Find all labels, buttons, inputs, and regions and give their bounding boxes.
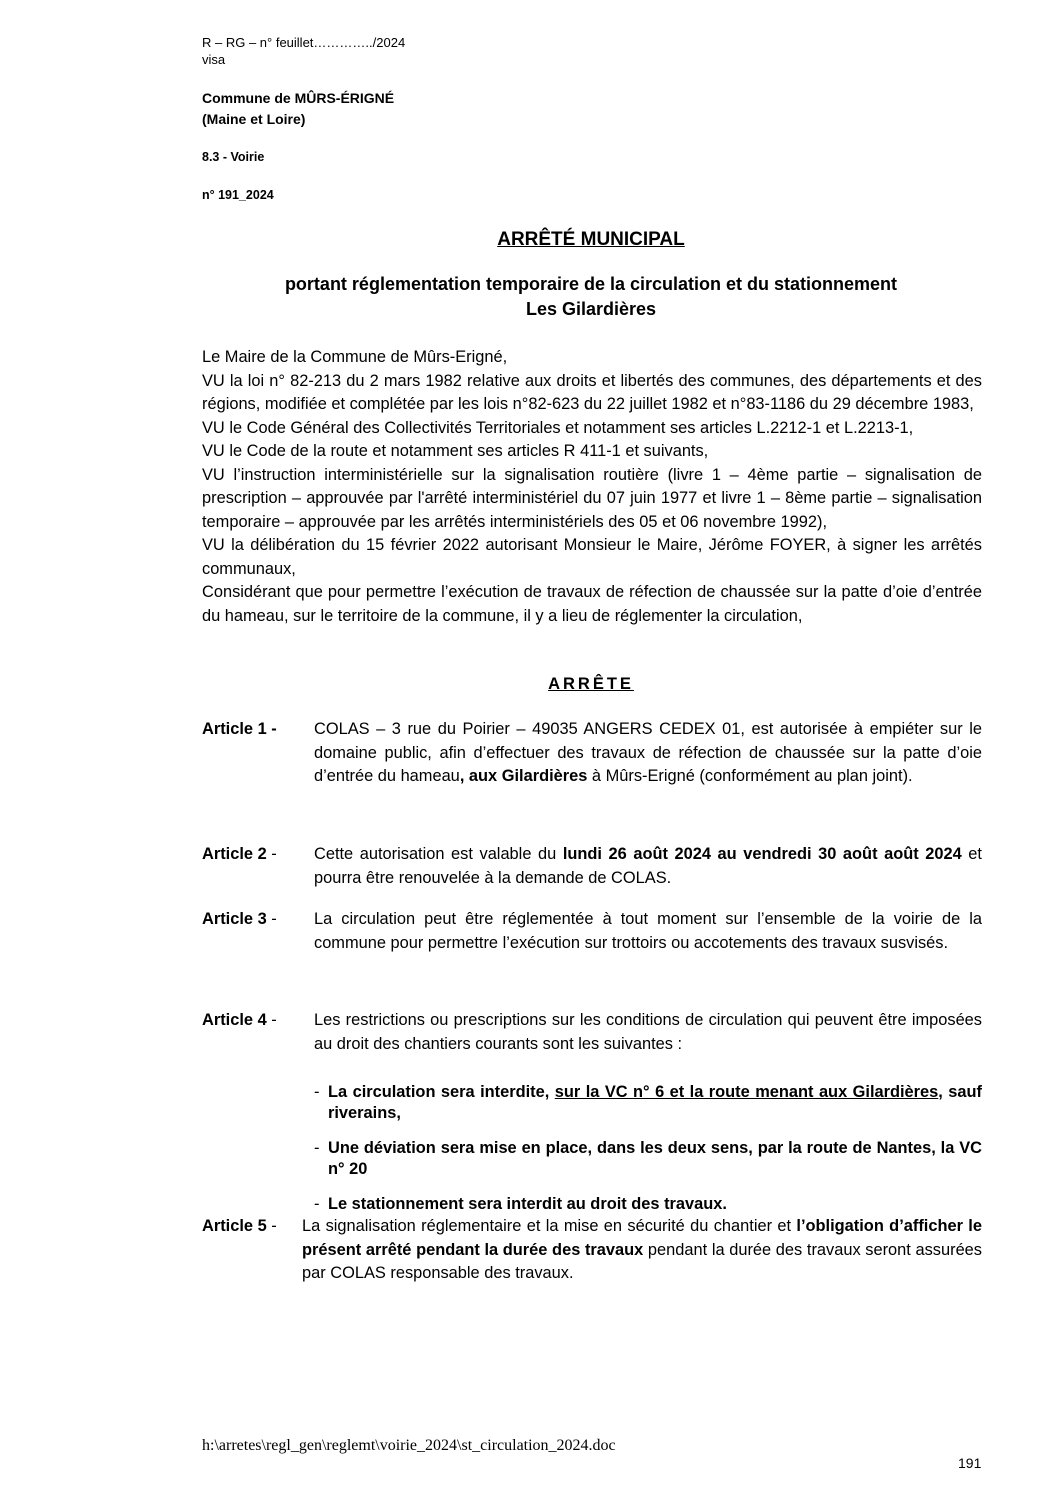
article-1-text-part2: à Mûrs-Erigné (conformément au plan joint). (587, 767, 913, 785)
footer-file-path: h:\arretes\regl_gen\reglemt\voirie_2024\st_circulation_2024.doc (202, 1437, 616, 1454)
commune-name: Commune de MÛRS-ÉRIGNÉ (202, 90, 395, 106)
preamble-paragraph: VU le Code de la route et notamment ses articles R 411-1 et suivants, (202, 442, 709, 460)
article-1-label (202, 718, 277, 742)
arrete-heading: ARRÊTE (548, 675, 634, 693)
register-line: R – RG – n° feuillet…………../2024 (202, 35, 406, 50)
article-5-text-part1: La signalisation réglementaire et la mise en sécurité du chantier et (302, 1217, 797, 1235)
list-dash: - (314, 1083, 320, 1101)
list-item (314, 1194, 982, 1215)
article-5-label-bold: Article 5 (202, 1217, 267, 1235)
article-5-text-part2: pendant la durée des travaux seront assurées par COLAS responsable des travaux. (302, 1240, 982, 1282)
article-3-label-dash: - (266, 910, 277, 928)
article-2-text-part1: Cette autorisation est valable du (314, 845, 563, 863)
list-dash: - (314, 1195, 320, 1213)
article-1-label-text: Article 1 - (202, 720, 277, 738)
article-2-text-bold: lundi 26 août 2024 au vendredi 30 août août 2024 (562, 845, 962, 863)
article-2-text (314, 843, 982, 890)
article-5-text-bold: l’obligation d’afficher le présent arrêté pendant la durée des travaux (302, 1217, 982, 1259)
list-item (314, 1082, 982, 1124)
article-2-label (202, 843, 277, 867)
article-4-list (314, 1082, 982, 1229)
article-1-text-bold: , aux Gilardières (459, 767, 588, 785)
bullet-2-text: Une déviation sera mise en place, dans les deux sens, par la route de Nantes, la VC n° 20 (328, 1139, 982, 1178)
article-4-label-bold: Article 4 (202, 1011, 267, 1029)
list-item (314, 1138, 982, 1180)
preamble-paragraph: VU le Code Général des Collectivités Territoriales et notamment ses articles L.2212-1 et L.2213-1, (202, 418, 914, 437)
article-5-label-dash: - (266, 1217, 277, 1235)
category-label: 8.3 - Voirie (202, 150, 265, 164)
department-name: (Maine et Loire) (202, 111, 306, 127)
article-3-label (202, 908, 277, 932)
subtitle-line-2: Les Gilardières (525, 299, 657, 319)
article-4-paragraph: Les restrictions ou prescriptions sur les conditions de circulation qui peuvent être imposées au droit des chantiers courants sont les suivantes : (314, 1011, 982, 1053)
article-4-text (314, 1009, 982, 1056)
article-3-text (314, 908, 982, 955)
article-1-text-part1: COLAS – 3 rue du Poirier – 49035 ANGERS CEDEX 01, est autorisée à empiéter sur le domaine public, afin d’effectuer des travaux de réfection de chaussée sur la patte d’oie d’entrée du hameau (314, 720, 982, 785)
visa-label: visa (202, 52, 226, 67)
bullet-1-underlined: sur la VC n° 6 et la route menant aux Gilardières (554, 1083, 939, 1101)
article-5-label (202, 1215, 277, 1239)
preamble-paragraph: VU l’instruction interministérielle sur la signalisation routière (livre 1 – 4ème partie – signalisation de prescription – approuvée par l'arrêté interministériel du 07 juin 1977 et livre 1 – 8ème partie – signalisation temporaire – approuvée par les arrêtés interministériels des 05 et 06 novembre 1992), (202, 465, 982, 531)
preamble-paragraph: VU la délibération du 15 février 2022 autorisant Monsieur le Maire, Jérôme FOYER, à signer les arrêtés communaux, (202, 536, 982, 578)
article-2-label-bold: Article 2 (202, 845, 267, 863)
bullet-1-part2: , sauf riverains, (328, 1083, 982, 1122)
article-2-label-dash: - (266, 845, 277, 863)
article-4-label (202, 1009, 277, 1033)
article-1-text (314, 718, 982, 789)
document-title: ARRÊTÉ MUNICIPAL (497, 229, 685, 250)
subtitle-line-1: portant réglementation temporaire de la circulation et du stationnement (284, 274, 898, 294)
preamble-paragraph: Considérant que pour permettre l’exécution de travaux de réfection de chaussée sur la patte d’oie d’entrée du hameau, sur le territoire de la commune, il y a lieu de réglementer la circulation, (202, 583, 982, 625)
page-number: 191 (958, 1455, 982, 1471)
bullet-3-text: Le stationnement sera interdit au droit des travaux. (328, 1195, 727, 1213)
bullet-1-part1: La circulation sera interdite, (328, 1083, 555, 1101)
preamble-paragraph: VU la loi n° 82-213 du 2 mars 1982 relative aux droits et libertés des communes, des départements et des régions, modifiée et complétée par les lois n°82-623 du 22 juillet 1982 et n°83-1186 du 29 décembre 1983, (202, 371, 982, 413)
article-4-label-dash: - (266, 1011, 277, 1029)
preamble-paragraph: Le Maire de la Commune de Mûrs-Erigné, (202, 348, 508, 366)
order-number: n° 191_2024 (202, 188, 274, 202)
article-2-text-part2: et pourra être renouvelée à la demande de COLAS. (314, 845, 982, 887)
article-5-text (302, 1215, 982, 1286)
article-3-paragraph: La circulation peut être réglementée à tout moment sur l’ensemble de la voirie de la commune pour permettre l’exécution sur trottoirs ou accotements des travaux susvisés. (314, 910, 982, 952)
preamble (202, 346, 982, 628)
article-3-label-bold: Article 3 (202, 910, 267, 928)
document-subtitle (0, 272, 1058, 322)
list-dash: - (314, 1139, 320, 1157)
